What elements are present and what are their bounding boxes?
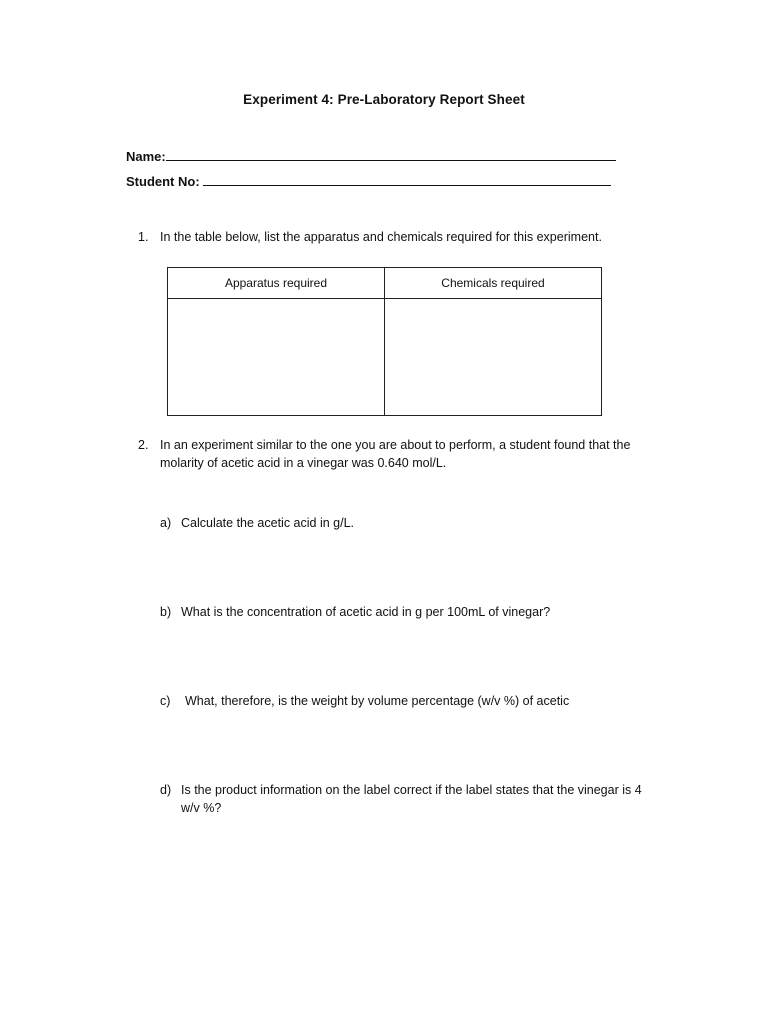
question-2d-text: Is the product information on the label correct if the label states that the vinegar is 4 w/v %? (181, 783, 642, 815)
question-1 (138, 228, 678, 248)
question-2b-letter: b) (160, 605, 172, 619)
chemicals-header: Chemicals required (385, 268, 602, 299)
question-2c-letter: c) (160, 694, 171, 708)
question-2c (160, 692, 680, 712)
student-no-underline[interactable] (203, 173, 611, 186)
table-header-row (168, 268, 602, 299)
question-2-text: In an experiment similar to the one you are about to perform, a student found that the molarity of acetic acid in a vinegar was 0.640 mol/L. (160, 438, 631, 470)
question-2 (138, 436, 678, 476)
chemicals-cell[interactable] (385, 299, 602, 416)
question-2c-text: What, therefore, is the weight by volume percentage (w/v %) of acetic (185, 694, 570, 708)
question-2a-text: Calculate the acetic acid in g/L. (181, 516, 355, 530)
apparatus-cell[interactable] (168, 299, 385, 416)
name-underline[interactable] (166, 148, 616, 161)
question-2b-text: What is the concentration of acetic acid in g per 100mL of vinegar? (181, 605, 551, 619)
table-row (168, 299, 602, 416)
apparatus-chemicals-table (167, 267, 602, 416)
question-2d-letter: d) (160, 783, 172, 797)
question-2a (160, 514, 680, 534)
question-2-number: 2. (138, 438, 149, 452)
name-label: Name: (126, 149, 166, 164)
student-no-label: Student No: (126, 174, 204, 189)
question-1-text: In the table below, list the apparatus and chemicals required for this experiment. (160, 230, 602, 244)
name-field (126, 148, 616, 164)
question-2d (160, 781, 680, 821)
question-2a-letter: a) (160, 516, 172, 530)
student-no-field (126, 173, 611, 189)
apparatus-header: Apparatus required (168, 268, 385, 299)
question-2b (160, 603, 680, 623)
page-title: Experiment 4: Pre-Laboratory Report Sheet (243, 92, 525, 107)
question-1-number: 1. (138, 230, 149, 244)
